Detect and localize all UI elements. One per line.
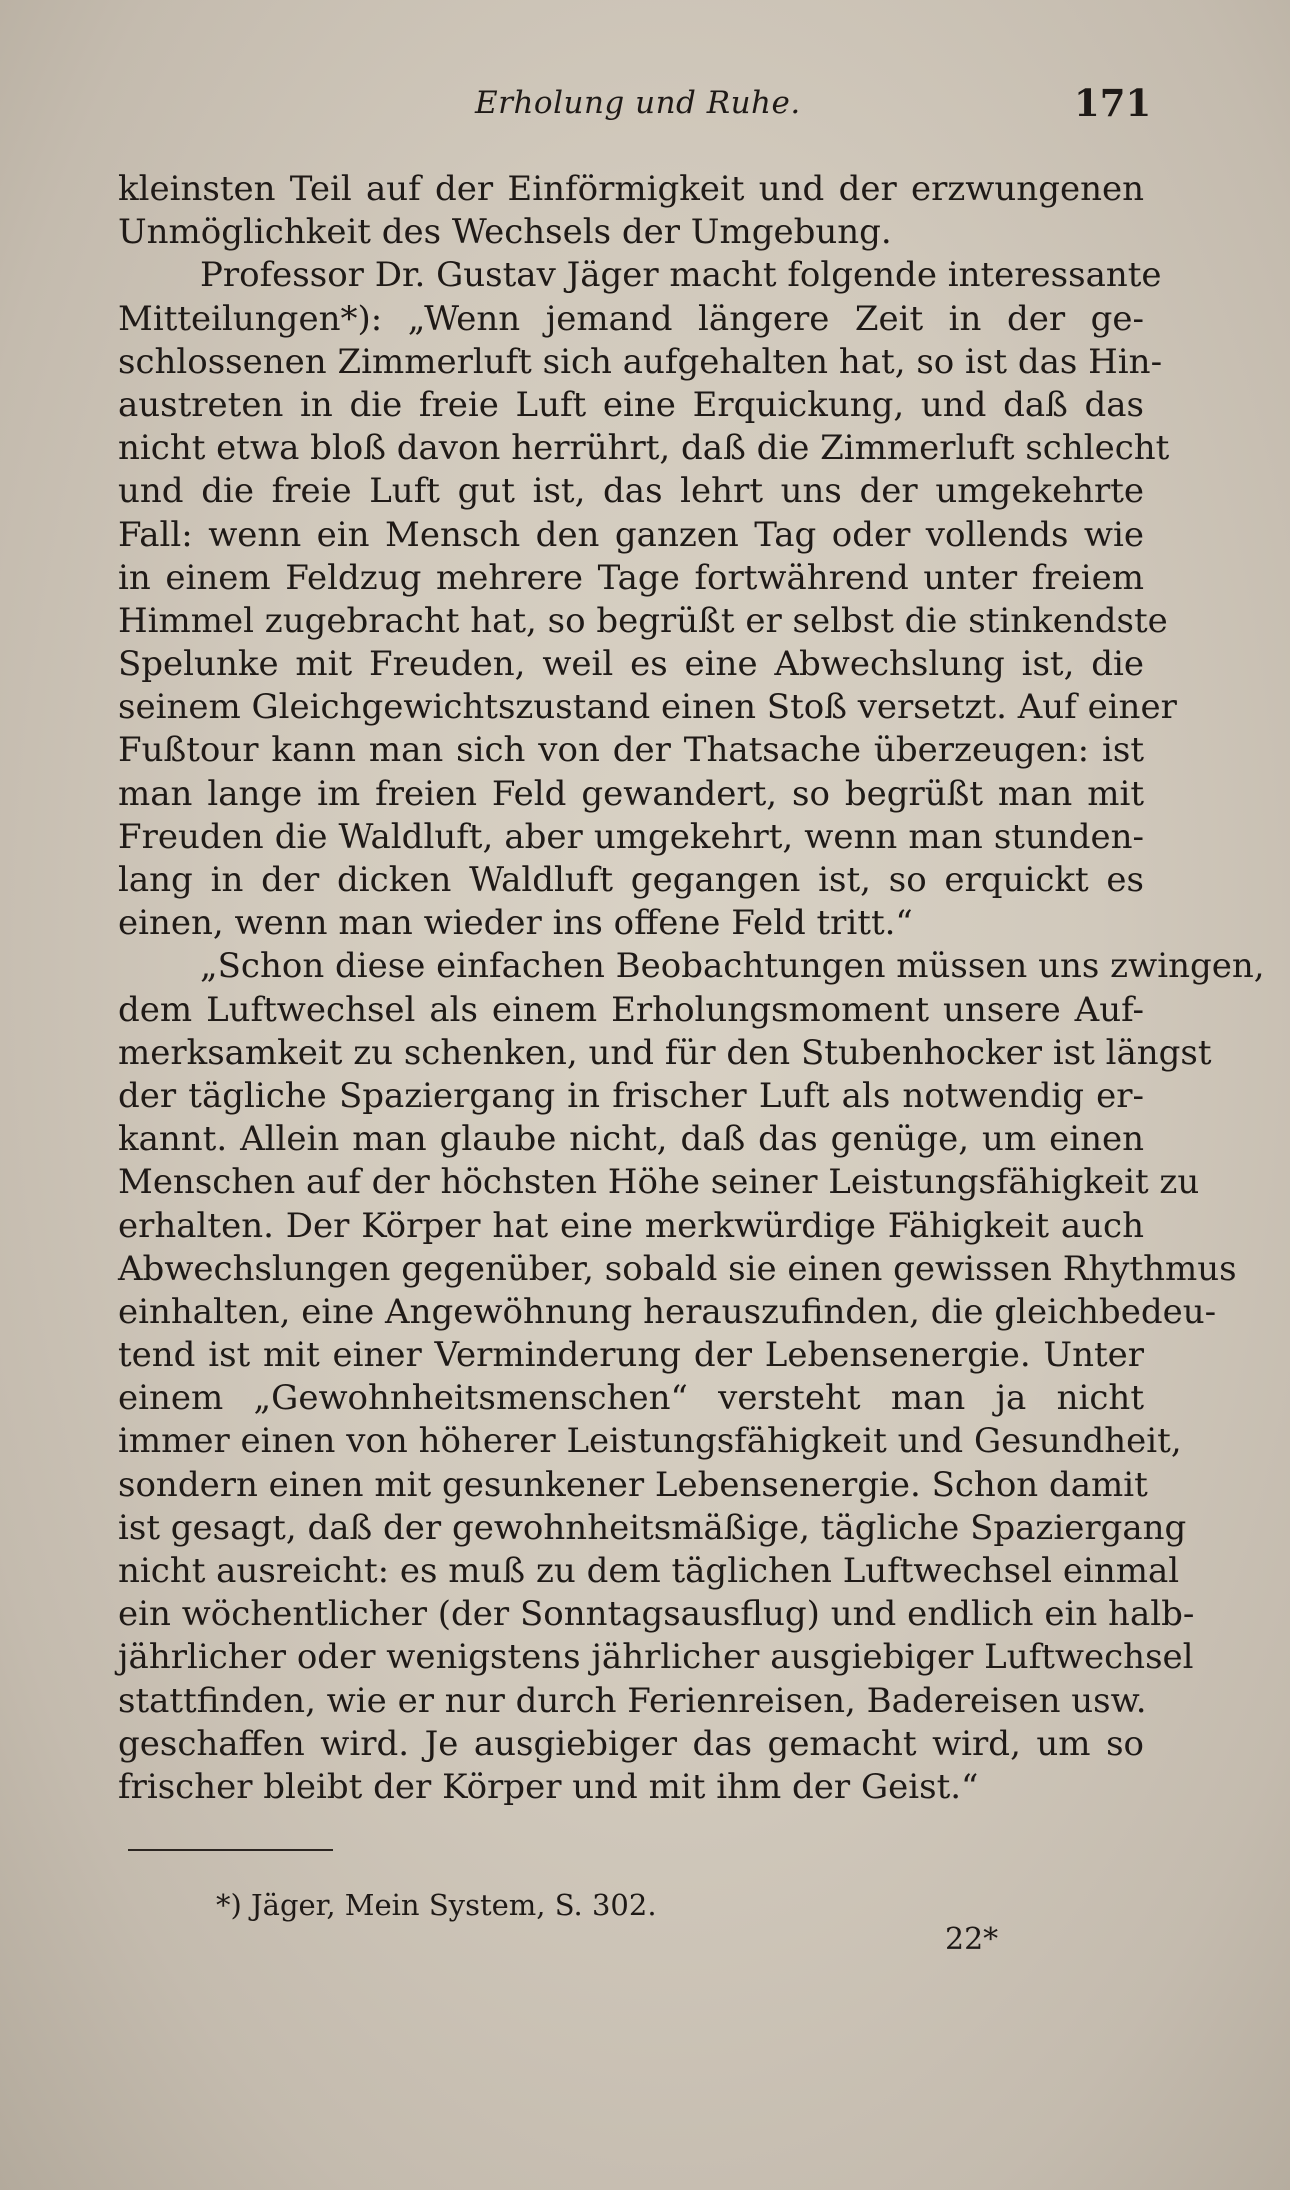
footnote: *) Jäger, Mein System, S. 302.	[216, 1888, 657, 1922]
text-line: frischer bleibt der Körper und mit ihm der Geist.“	[118, 1766, 979, 1807]
text-line: Fall: wenn ein Mensch den ganzen Tag oder vollends wie	[118, 514, 1144, 555]
text-line: dem Luftwechsel als einem Erholungsmoment unsere Auf-	[118, 989, 1144, 1030]
text-line: stattfinden, wie er nur durch Ferienreisen, Badereisen usw.	[118, 1680, 1147, 1721]
text-line: Fußtour kann man sich von der Thatsache überzeugen: ist	[118, 730, 1144, 771]
text-line: einen, wenn man wieder ins offene Feld tritt.“	[118, 903, 913, 944]
text-line: ist gesagt, daß der gewohnheitsmäßige, tägliche Spaziergang	[118, 1507, 1187, 1548]
text-line: Menschen auf der höchsten Höhe seiner Leistungsfähigkeit zu	[118, 1162, 1200, 1203]
page-header	[0, 81, 1290, 145]
text-line: Freuden die Waldluft, aber umgekehrt, wenn man stunden-	[118, 816, 1144, 857]
text-line: immer einen von höherer Leistungsfähigkeit und Gesundheit,	[118, 1421, 1182, 1462]
text-line: jährlicher oder wenigstens jährlicher ausgiebiger Luftwechsel	[118, 1637, 1194, 1678]
text-line: einhalten, eine Angewöhnung herauszufinden, die gleichbedeu-	[118, 1291, 1217, 1332]
text-line: Professor Dr. Gustav Jäger macht folgende interessante	[200, 255, 1162, 296]
text-line: kannt. Allein man glaube nicht, daß das genüge, um einen	[118, 1119, 1144, 1160]
text-line: einem „Gewohnheitsmenschen“ versteht man ja nicht	[118, 1378, 1144, 1419]
text-line: „Schon diese einfachen Beobachtungen müssen uns zwingen,	[200, 946, 1265, 987]
text-line: merksamkeit zu schenken, und für den Stubenhocker ist längst	[118, 1032, 1212, 1073]
text-line: nicht etwa bloß davon herrührt, daß die Zimmerluft schlecht	[118, 428, 1170, 469]
text-line: austreten in die freie Luft eine Erquickung, und daß das	[118, 384, 1144, 425]
text-line: tend ist mit einer Verminderung der Lebensenergie. Unter	[118, 1335, 1144, 1376]
text-line: schlossenen Zimmerluft sich aufgehalten hat, so ist das Hin-	[118, 341, 1163, 382]
text-line: kleinsten Teil auf der Einförmigkeit und der erzwungenen	[118, 169, 1144, 209]
text-line: Himmel zugebracht hat, so begrüßt er selbst die stinkendste	[118, 600, 1168, 641]
text-line: Unmöglichkeit des Wechsels der Umgebung.	[118, 212, 892, 253]
running-title: Erholung und Ruhe.	[475, 85, 801, 121]
text-line: der tägliche Spaziergang in frischer Luft als notwendig er-	[118, 1075, 1144, 1116]
text-line: ein wöchentlicher (der Sonntagsausflug) und endlich ein halb-	[118, 1594, 1195, 1635]
text-line: man lange im freien Feld gewandert, so begrüßt man mit	[118, 773, 1144, 814]
text-line: sondern einen mit gesunkener Lebensenergie. Schon damit	[118, 1464, 1148, 1505]
signature-mark: 22*	[945, 1922, 999, 1957]
footnote-rule	[128, 1849, 333, 1851]
text-line: Mitteilungen*): „Wenn jemand längere Zeit in der ge-	[118, 298, 1144, 339]
text-line: in einem Feldzug mehrere Tage fortwährend unter freiem	[118, 557, 1144, 598]
body-text	[118, 168, 1265, 1809]
text-line: erhalten. Der Körper hat eine merkwürdige Fähigkeit auch	[118, 1205, 1144, 1246]
text-line: lang in der dicken Waldluft gegangen ist, so erquickt es	[118, 860, 1144, 900]
text-line: nicht ausreicht: es muß zu dem täglichen Luftwechsel einmal	[118, 1551, 1180, 1591]
text-line: seinem Gleichgewichtszustand einen Stoß versetzt. Auf einer	[118, 687, 1177, 728]
text-line: geschaffen wird. Je ausgiebiger das gemacht wird, um so	[118, 1723, 1144, 1764]
text-line: und die freie Luft gut ist, das lehrt uns der umgekehrte	[118, 471, 1144, 512]
text-line: Spelunke mit Freuden, weil es eine Abwechslung ist, die	[118, 644, 1144, 685]
page-number: 171	[1074, 81, 1152, 125]
text-line: Abwechslungen gegenüber, sobald sie einen gewissen Rhythmus	[118, 1248, 1237, 1289]
